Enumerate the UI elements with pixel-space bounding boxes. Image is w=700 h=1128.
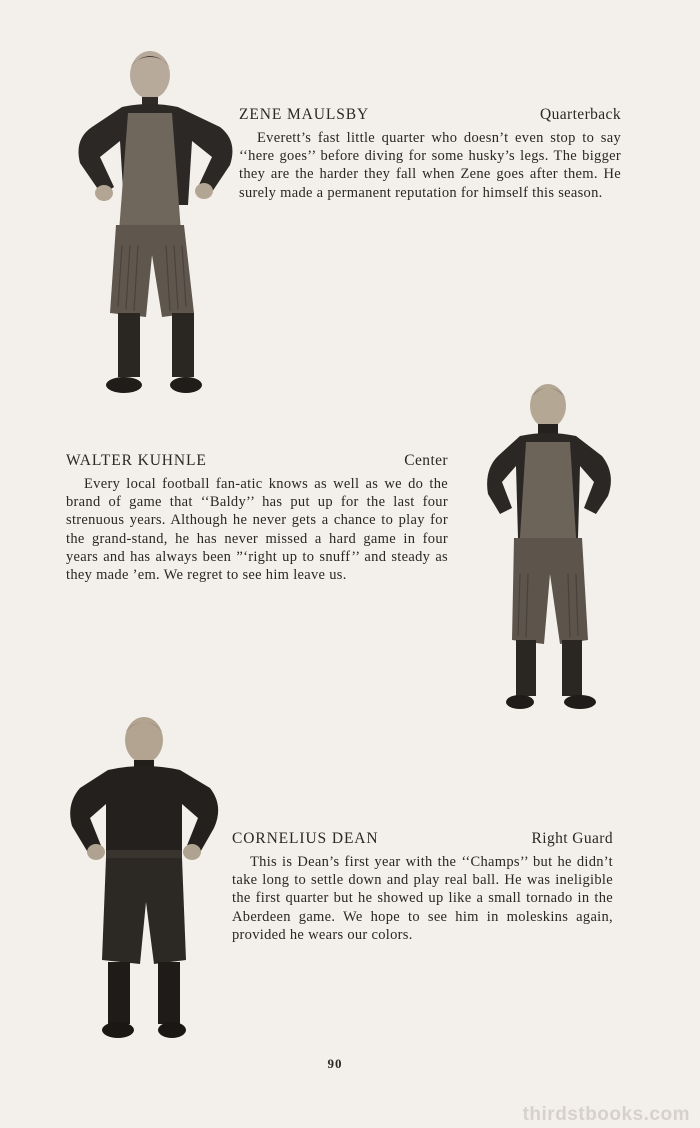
player-position: Right Guard: [531, 830, 613, 847]
player-photo-dean: [64, 712, 224, 1048]
entry-heading: [66, 452, 448, 470]
watermark: thirdstbooks.com: [522, 1104, 690, 1125]
player-entry-dean: [232, 830, 613, 944]
player-bio: Every local football fan-atic knows as well as we do the brand of game that ‘‘Baldy’’ has put up for the last four strenuous years. Although he never gets a chance to play for the grand-stand, he has never missed a hard game in four years and has always been ”‘right up to snuff’’ and steady as they made ’em. We regret to see him leave us.: [66, 476, 448, 584]
entry-heading: [232, 830, 613, 848]
player-entry-maulsby: [239, 106, 621, 202]
player-name: WALTER KUHNLE: [66, 452, 207, 469]
player-entry-kuhnle: [66, 452, 448, 584]
entry-heading: [239, 106, 621, 124]
player-position: Center: [404, 452, 448, 469]
player-name: ZENE MAULSBY: [239, 106, 370, 123]
player-name: CORNELIUS DEAN: [232, 830, 379, 847]
player-bio: This is Dean’s first year with the ‘‘Champs’’ but he didn’t take long to settle down and play real ball. He was ineligible the first quarter but he showed up like a small tornado in the Aberdeen game. We hope to see him in moleskins again, provided he wears our colors.: [232, 854, 613, 943]
page-number: 90: [327, 1056, 343, 1071]
player-bio: Everett’s fast little quarter who doesn’t even stop to say ‘‘here goes’’ before diving for some husky’s legs. The bigger they are the harder they fall when Zene goes after them. He surely made a permanent reputation for himself this season.: [239, 130, 621, 201]
player-photo-maulsby: [70, 45, 242, 400]
player-photo-kuhnle: [484, 378, 618, 714]
player-position: Quarterback: [540, 106, 621, 123]
